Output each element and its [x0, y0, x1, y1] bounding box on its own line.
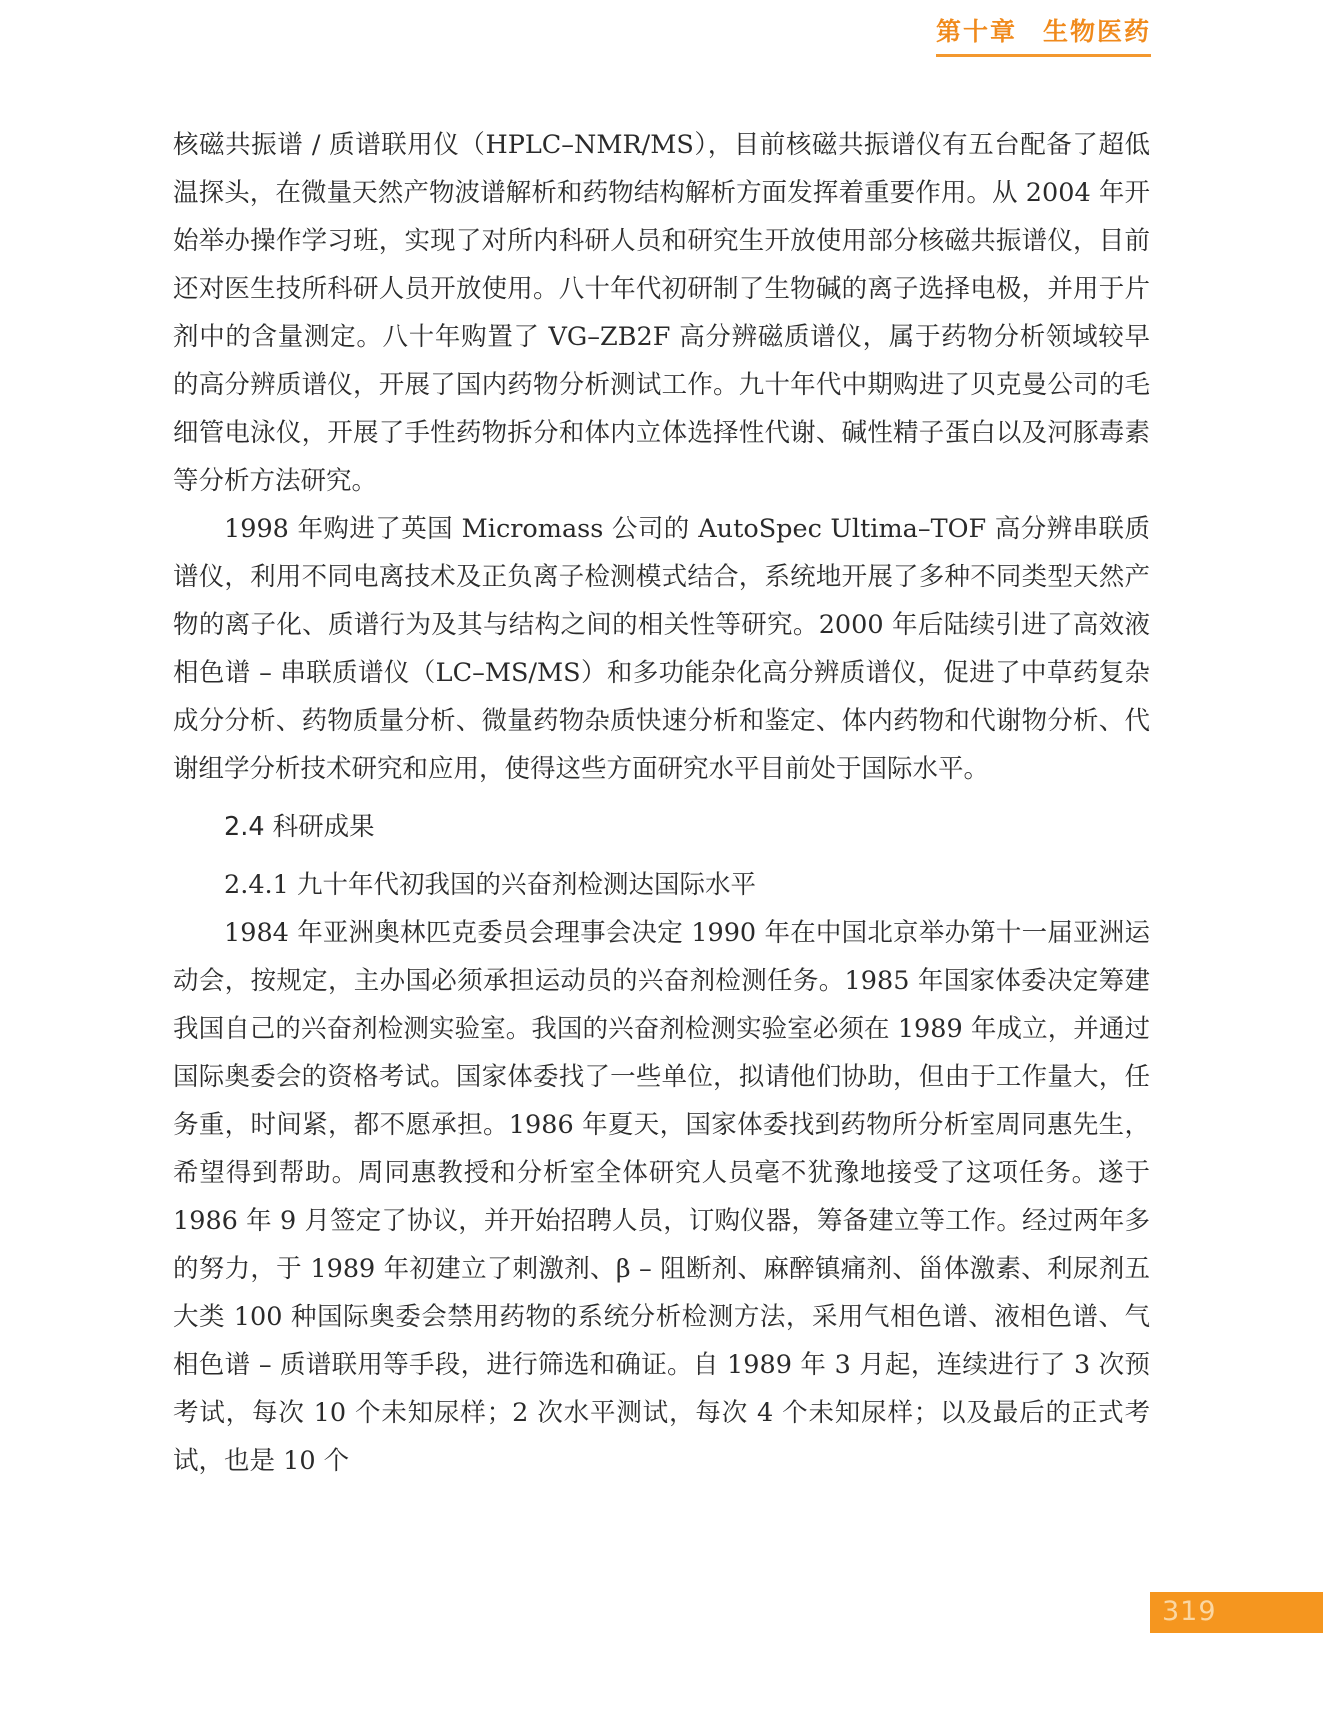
chapter-number: 第十章 — [935, 17, 1017, 46]
running-header — [936, 12, 1151, 57]
paragraph-mass-spectrometry: 1998 年购进了英国 Micromass 公司的 AutoSpec Ultima–TOF 高分辨串联质谱仪，利用不同电离技术及正负离子检测模式结合，系统地开展了多种不同类型天然产物的离子化、质谱行为及其与结构之间的相关性等研究。2000 年后陆续引进了高效液相色谱 – 串联质谱仪（LC–MS/MS）和多功能杂化高分辨质谱仪，促进了中草药复杂成分分析、药物质量分析、微量药物杂质快速分析和鉴定、体内药物和代谢物分析、代谢组学分析技术研究和应用，使得这些方面研究水平目前处于国际水平。 — [173, 514, 1150, 784]
section-heading: 2.4 科研成果 — [224, 812, 375, 842]
page-number-tab — [1150, 1592, 1323, 1633]
page-number: 319 — [1162, 1596, 1217, 1627]
paragraph-doping-control: 1984 年亚洲奥林匹克委员会理事会决定 1990 年在中国北京举办第十一届亚洲运动会，按规定，主办国必须承担运动员的兴奋剂检测任务。1985 年国家体委决定筹建我国自己的兴奋剂检测实验室。我国的兴奋剂检测实验室必须在 1989 年成立，并通过国际奥委会的资格考试。国家体委找了一些单位，拟请他们协助，但由于工作量大，任务重，时间紧，都不愿承担。1986 年夏天，国家体委找到药物所分析室周同惠先生，希望得到帮助。周同惠教授和分析室全体研究人员毫不犹豫地接受了这项任务。遂于 1986 年 9 月签定了协议，并开始招聘人员，订购仪器，筹备建立等工作。经过两年多的努力，于 1989 年初建立了刺激剂、β – 阻断剂、麻醉镇痛剂、甾体激素、利尿剂五大类 100 种国际奥委会禁用药物的系统分析检测方法，采用气相色谱、液相色谱、气相色谱 – 质谱联用等手段，进行筛选和确证。自 1989 年 3 月起，连续进行了 3 次预考试，每次 10 个未知尿样；2 次水平测试，每次 4 个未知尿样；以及最后的正式考试，也是 10 个 — [173, 918, 1150, 1476]
chapter-title: 生物医药 — [1042, 17, 1151, 46]
page-body — [173, 121, 1150, 1485]
paragraph-instruments-intro: 核磁共振谱 / 质谱联用仪（HPLC–NMR/MS），目前核磁共振谱仪有五台配备了超低温探头，在微量天然产物波谱解析和药物结构解析方面发挥着重要作用。从 2004 年开始举办操作学习班，实现了对所内科研人员和研究生开放使用部分核磁共振谱仪，目前还对医生技所科研人员开放使用。八十年代初研制了生物碱的离子选择电极，并用于片剂中的含量测定。八十年购置了 VG–ZB2F 高分辨磁质谱仪，属于药物分析领域较早的高分辨质谱仪，开展了国内药物分析测试工作。九十年代中期购进了贝克曼公司的毛细管电泳仪，开展了手性药物拆分和体内立体选择性代谢、碱性精子蛋白以及河豚毒素等分析方法研究。 — [173, 130, 1150, 496]
subsection-heading: 2.4.1 九十年代初我国的兴奋剂检测达国际水平 — [224, 870, 756, 900]
